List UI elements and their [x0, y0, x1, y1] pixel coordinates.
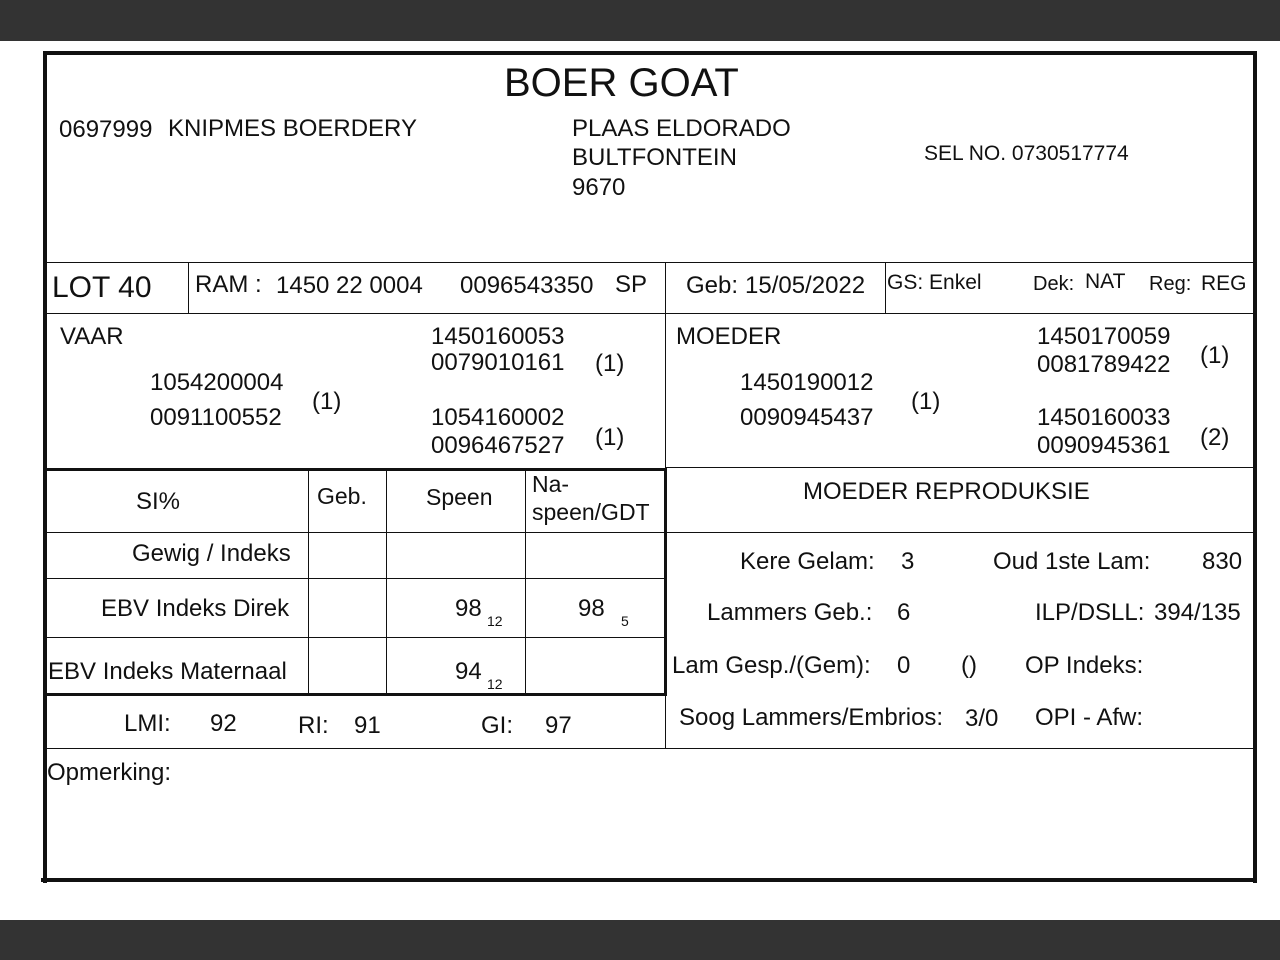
ri-label: RI:	[298, 712, 329, 739]
ram-id: 1450 22 0004	[276, 272, 423, 299]
vaar-label: VAAR	[60, 323, 124, 350]
ram-label: RAM :	[195, 271, 262, 298]
dek-value: NAT	[1085, 270, 1126, 293]
breeder-address-line-3: 9670	[572, 174, 626, 201]
naspeen-header-line-2: speen/GDT	[532, 499, 650, 525]
ebv-direk-label: EBV Indeks Direk	[101, 595, 290, 622]
ram-grade: SP	[615, 271, 648, 298]
rule-ram-right	[665, 263, 666, 313]
moeder-dam-number: 0090945361	[1037, 432, 1171, 459]
ilp-dsll-value: 394/135	[1154, 599, 1241, 626]
rule-col-speen	[386, 470, 387, 694]
ram-number: 0096543350	[460, 272, 594, 299]
reproduksie-title: MOEDER REPRODUKSIE	[803, 478, 1090, 505]
birth-date: 15/05/2022	[745, 272, 866, 299]
rule-col-naspeen	[525, 470, 526, 694]
ebv-direk-speen: 98	[455, 595, 482, 622]
rule-pedigree-bottom-right	[666, 467, 1255, 468]
vaar-sire-id: 1450160053	[431, 323, 565, 350]
rule-lot-right	[188, 263, 189, 313]
rule-header-bottom	[45, 262, 1255, 263]
lam-gesp-value: 0	[897, 652, 911, 679]
rule-col-geb	[308, 470, 309, 694]
soog-label: Soog Lammers/Embrios:	[679, 704, 944, 731]
geb-header: Geb.	[317, 483, 367, 509]
frame-bottom	[41, 878, 1253, 882]
ebv-maternaal-speen-sub: 12	[487, 676, 503, 692]
ebv-direk-naspeen: 98	[578, 595, 605, 622]
vaar-id: 1054200004	[150, 369, 284, 396]
vaar-count: (1)	[312, 388, 342, 415]
ebv-direk-speen-sub: 12	[487, 613, 503, 629]
birth-status: GS: Enkel	[887, 271, 982, 294]
si-header: SI%	[136, 488, 181, 515]
moeder-id: 1450190012	[740, 369, 874, 396]
lot-number: LOT 40	[52, 271, 152, 304]
lmi-label: LMI:	[124, 710, 171, 737]
ri-value: 91	[354, 712, 381, 739]
lammers-geb-label: Lammers Geb.:	[707, 599, 873, 626]
oud-1ste-lam-label: Oud 1ste Lam:	[993, 548, 1151, 575]
rule-ram-bottom	[45, 313, 1255, 314]
rule-si-top	[45, 468, 667, 471]
birth-date-label: Geb:	[686, 272, 739, 299]
lam-gesp-label: Lam Gesp./(Gem):	[672, 652, 871, 679]
kere-gelam-label: Kere Gelam:	[740, 548, 875, 575]
moeder-number: 0090945437	[740, 404, 874, 431]
breeder-address-line-2: BULTFONTEIN	[572, 144, 737, 171]
rule-indices-right	[665, 695, 666, 748]
gi-label: GI:	[481, 712, 514, 739]
rule-si-bottom	[45, 693, 667, 696]
ebv-maternaal-speen: 94	[455, 658, 482, 685]
moeder-dam-count: (2)	[1200, 424, 1230, 451]
breeder-address-line-1: PLAAS ELDORADO	[572, 115, 791, 142]
rule-gewig-bottom	[45, 578, 665, 579]
rule-indices-bottom	[45, 748, 1255, 749]
op-indeks-label: OP Indeks:	[1025, 652, 1144, 679]
vaar-dam-id: 1054160002	[431, 404, 565, 431]
reg-label: Reg:	[1149, 273, 1192, 295]
rule-pedigree-divider	[665, 314, 666, 468]
naspeen-header-line-1: Na-	[532, 471, 570, 497]
lmi-value: 92	[210, 710, 237, 737]
opmerking-label: Opmerking:	[47, 759, 172, 786]
moeder-sire-count: (1)	[1200, 342, 1230, 369]
gi-value: 97	[545, 712, 572, 739]
ebv-direk-naspeen-sub: 5	[621, 613, 629, 629]
rule-direk-bottom	[45, 637, 665, 638]
card-title: BOER GOAT	[504, 61, 739, 105]
vaar-sire-number: 0079010161	[431, 349, 565, 376]
reg-value: REG	[1201, 272, 1247, 295]
lammers-geb-value: 6	[897, 599, 911, 626]
moeder-dam-id: 1450160033	[1037, 404, 1171, 431]
breeder-number: 0697999	[59, 116, 153, 143]
frame-top	[43, 51, 1257, 55]
rule-geb-right	[885, 263, 886, 313]
soog-value: 3/0	[965, 705, 999, 732]
ilp-dsll-label: ILP/DSLL:	[1035, 599, 1145, 626]
oud-1ste-lam-value: 830	[1202, 548, 1243, 575]
dek-label: Dek:	[1033, 273, 1075, 295]
breeder-name: KNIPMES BOERDERY	[168, 115, 417, 142]
top-letterbox-band	[0, 0, 1280, 41]
opi-afw-label: OPI - Afw:	[1035, 704, 1144, 731]
vaar-sire-count: (1)	[595, 350, 625, 377]
gewig-indeks-label: Gewig / Indeks	[132, 540, 291, 567]
breeder-phone: SEL NO. 0730517774	[924, 142, 1129, 165]
vaar-dam-number: 0096467527	[431, 432, 565, 459]
moeder-count: (1)	[911, 388, 941, 415]
rule-si-header-bottom	[45, 532, 1255, 533]
rule-si-right	[664, 469, 667, 695]
kere-gelam-value: 3	[901, 548, 915, 575]
moeder-sire-id: 1450170059	[1037, 323, 1171, 350]
lam-gesp-gem: ()	[961, 652, 977, 679]
bottom-letterbox-band	[0, 920, 1280, 960]
ebv-maternaal-label: EBV Indeks Maternaal	[48, 658, 287, 685]
speen-header: Speen	[426, 484, 493, 510]
vaar-dam-count: (1)	[595, 424, 625, 451]
moeder-sire-number: 0081789422	[1037, 351, 1171, 378]
vaar-number: 0091100552	[150, 404, 282, 431]
moeder-label: MOEDER	[676, 323, 782, 350]
